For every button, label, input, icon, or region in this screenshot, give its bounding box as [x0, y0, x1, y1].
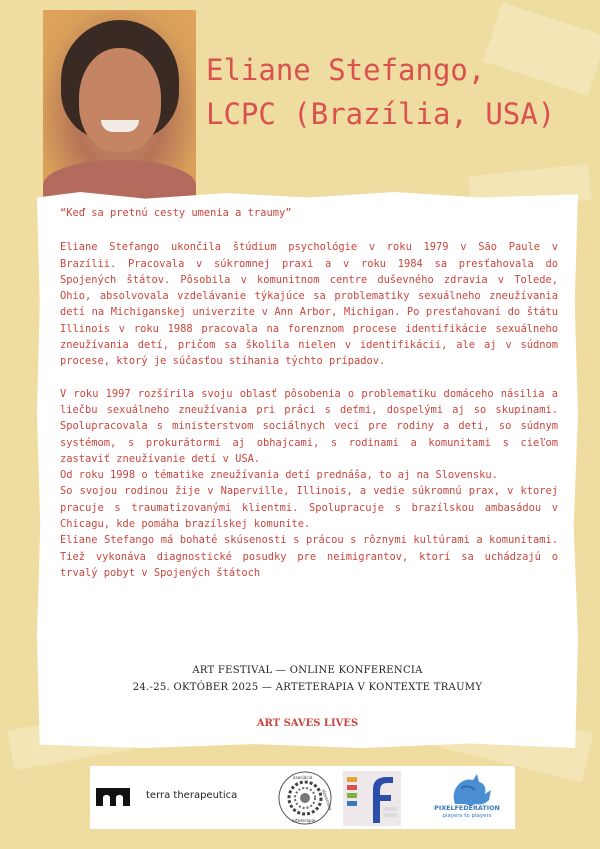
speaker-name: [206, 48, 596, 136]
bio-paragraph: Eliane Stefango má bohaté skúsenosti s prácou s rôznymi kultúrami a komunitami. Tiež vykonáva diagnostické posudky pre neimigrantov, ktorí sa uchádzajú o trvalý pobyt v Spojených štátoch: [60, 534, 558, 579]
circle-logo-text-side: slovenskej: [321, 788, 333, 811]
event-footer: [37, 662, 578, 729]
bio-paragraph: V roku 1997 rozšírila svoju oblasť pôsobenia o problematiku domáceho násilia a liečbu sexuálneho zneužívania pri práci s deťmi, dospelými aj so skupinami. Spolupracovala s ministerstvom sociálnych vecí pre rodiny a deti, so súdnym systémom, s prokurátormi aj obhajcami, s rodinami a komunitami s cieľom zastaviť zneužívanie detí v USA.: [60, 387, 558, 465]
terra-therapeutica-logo-icon: [96, 788, 130, 806]
bio-paragraph: Od roku 1998 o tématike zneužívania detí prednáša, to aj na Slovensku.: [60, 469, 498, 482]
foundation-f-logo-icon: [343, 771, 401, 826]
sponsor-logos: [90, 766, 515, 829]
circle-logo-text-top: asociácia: [293, 775, 313, 780]
event-date: 24.-25. OKTÓBER 2025 — ARTETERAPIA V KONTEXTE TRAUMY: [132, 682, 483, 693]
pixelfederation-logo-text: PIXELFEDERATION: [434, 804, 500, 812]
lecture-title-quote: “Keď sa pretnú cesty umenia a traumy”: [60, 207, 292, 219]
terra-therapeutica-logo-text: terra therapeutica: [146, 790, 238, 801]
event-slogan: ART SAVES LIVES: [256, 718, 359, 729]
speaker-name-line2: LCPC (Brazília, USA): [206, 97, 556, 131]
bio-content: [60, 205, 558, 581]
pixelfederation-tagline: players to players: [442, 813, 492, 819]
circle-logo-text-bottom: arteterapie: [292, 818, 316, 823]
bio-paragraph: So svojou rodinou žije v Naperville, Illinois, a vedie súkromnú prax, v ktorej pracuje s traumatizovanými klientmi. Spolupracuje s brazílskou ambasádou v Chicagu, kde pomáha brazílskej komunite.: [60, 485, 558, 531]
event-name: ART FESTIVAL — ONLINE KONFERENCIA: [192, 665, 423, 676]
portrait-photo: [43, 10, 196, 200]
speaker-name-line1: Eliane Stefango,: [206, 53, 486, 87]
bio-paragraph: Eliane Stefango ukončila štúdium psychológie v roku 1979 v São Paule v Brazílii. Pracovala v súkromnej praxi a v roku 1984 sa presťahovala do Spojených štátov. Pôsobila v komunitnom centre duševného zdravia v Tolede, Ohio, absolvovala vzdelávanie týkajúce sa problematiky sexuálneho zneužívania detí na Michiganskej univerzite v Ann Arbor, Michigan. Po presťahovaní do štátu Illinois v roku 1988 pracovala na forenznom procese identifikácie sexuálneho zneužívania detí, pričom sa školila nielen v identifikácii, ale aj v súdnom procese, ktorý je súčasťou stíhania týchto prípadov.: [60, 241, 558, 368]
art-therapy-association-logo-icon: [277, 770, 333, 826]
